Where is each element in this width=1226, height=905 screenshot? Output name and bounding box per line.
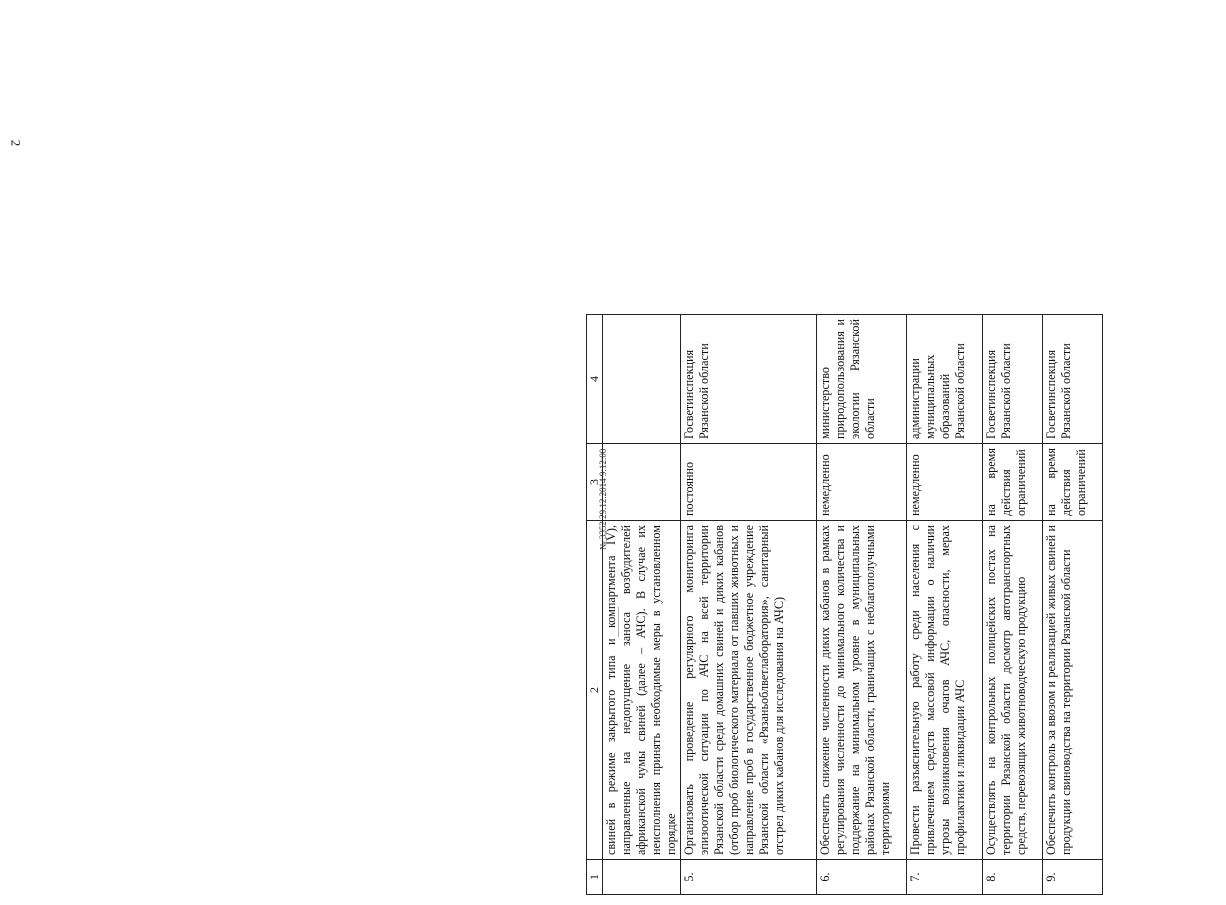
header-col-4: 4 bbox=[587, 315, 603, 444]
row-number: 5. bbox=[681, 860, 817, 895]
page-number: 2 bbox=[8, 139, 24, 147]
table-header-row bbox=[587, 315, 603, 895]
row-number: 6. bbox=[817, 860, 907, 895]
header-col-1: 1 bbox=[587, 860, 603, 895]
table-row bbox=[817, 315, 907, 895]
row-responsible: администрации муниципальных образований Рязанской области bbox=[907, 315, 983, 444]
row-term: на время действия ограничений bbox=[983, 444, 1043, 521]
row-number bbox=[603, 860, 681, 895]
row-number: 8. bbox=[983, 860, 1043, 895]
row-action: Осуществлять на контрольных полицейских постах на территории Рязанской области досмотр автотранспортных средств, перевозящих животноводческую продукцию bbox=[983, 521, 1043, 860]
row-responsible: министерство природопользования и экологии Рязанской области bbox=[817, 315, 907, 444]
row-action: свиней в режиме закрытого типа и компартмента IV), направленные на недопущение заноса возбудителей африканской чумы свиней (далее – АЧС). В случае их неисполнения принять необходимые меры в установленном порядке bbox=[603, 521, 681, 860]
row-number: 7. bbox=[907, 860, 983, 895]
row-term: на время действия ограничений bbox=[1043, 444, 1103, 521]
row-term bbox=[603, 444, 681, 521]
footer-mark bbox=[618, 607, 622, 637]
header-col-2: 2 bbox=[587, 521, 603, 860]
table-row bbox=[983, 315, 1043, 895]
row-responsible: Госветинспекция Рязанской области bbox=[983, 315, 1043, 444]
row-action: Провести разъяснительную работу среди населения с привлечением средств массовой информации о наличии угрозы возникновения очагов АЧС, опасности, мерах профилактики и ликвидации АЧС bbox=[907, 521, 983, 860]
row-term: немедленно bbox=[907, 444, 983, 521]
row-term: немедленно bbox=[817, 444, 907, 521]
measures-table bbox=[586, 314, 1103, 895]
table-row bbox=[907, 315, 983, 895]
row-number: 9. bbox=[1043, 860, 1103, 895]
table-row bbox=[1043, 315, 1103, 895]
row-responsible bbox=[603, 315, 681, 444]
row-term: постоянно bbox=[681, 444, 817, 521]
row-action: Организовать проведение регулярного мониторинга эпизоотической ситуации по АЧС на всей территории Рязанской области среди домашних свиней и диких кабанов (отбор проб биологического материала от павших животных и направление проб в государственное бюджетное учреждение Рязанской области «Рязаньоблветлаборатория», санитарный отстрел диких кабанов для исследования на АЧС) bbox=[681, 521, 817, 860]
row-action: Обеспечить снижение численности диких кабанов в рамках регулирования численности до минимального количества и поддержание на минимальном уровне в муниципальных районах Рязанской области, граничащих с неблагополучными территориями bbox=[817, 521, 907, 860]
row-responsible: Госветинспекция Рязанской области bbox=[681, 315, 817, 444]
table-row bbox=[681, 315, 817, 895]
document-footer: № 3352 29.12.2014 9:12:00 bbox=[598, 448, 608, 550]
header-col-3: 3 bbox=[587, 444, 603, 521]
rotated-document bbox=[586, 5, 1226, 895]
row-action: Обеспечить контроль за ввозом и реализацией живых свиней и продукции свиноводства на территории Рязанской области bbox=[1043, 521, 1103, 860]
table-row bbox=[603, 315, 681, 895]
row-responsible: Госветинспекция Рязанской области bbox=[1043, 315, 1103, 444]
